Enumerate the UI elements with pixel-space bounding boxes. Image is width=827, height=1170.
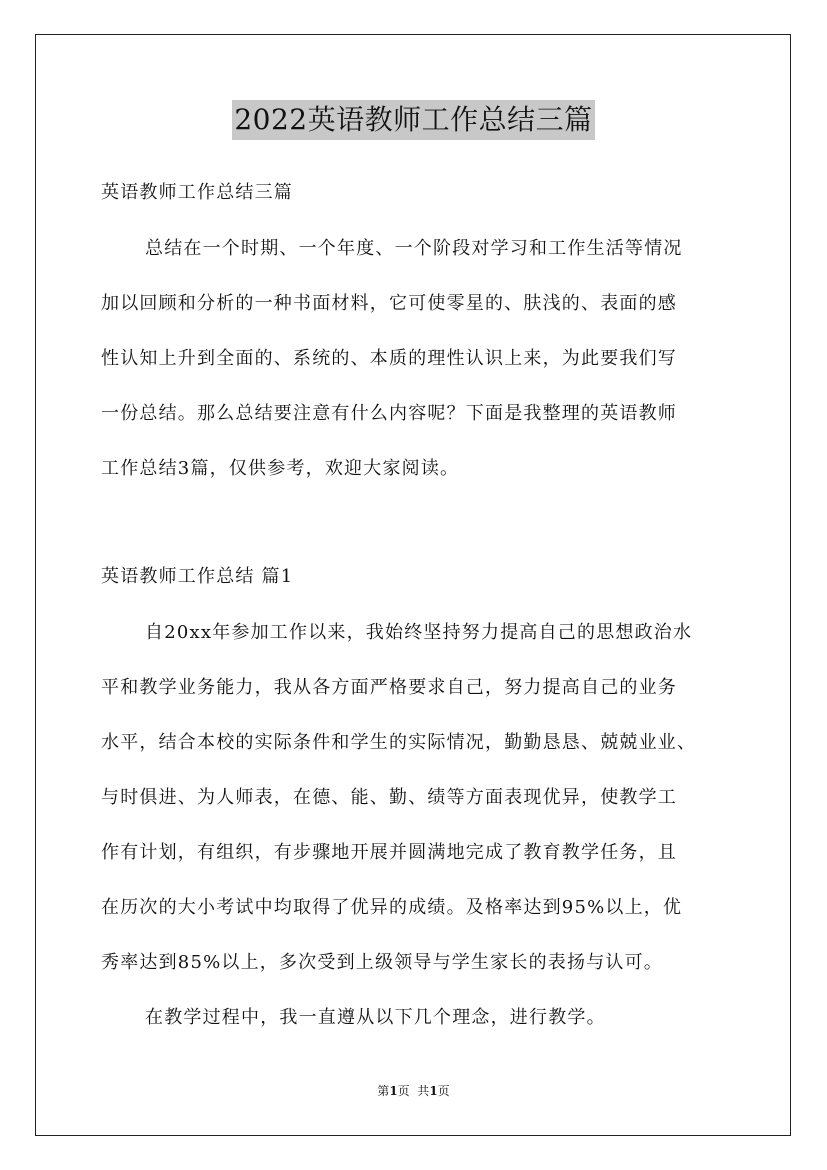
- footer-suffix: 页: [437, 1084, 450, 1098]
- paragraph-line: 自20xx年参加工作以来，我始终坚持努力提高自己的思想政治水: [145, 622, 693, 643]
- paragraph-line: 加以回顾和分析的一种书面材料，它可使零星的、肤浅的、表面的感: [101, 293, 677, 314]
- footer-prefix: 第: [377, 1084, 390, 1098]
- paragraph-line: 一份总结。那么总结要注意有什么内容呢？下面是我整理的英语教师: [101, 403, 677, 424]
- footer-mid: 页 共: [397, 1084, 430, 1098]
- section-heading-part1: 英语教师工作总结 篇1: [101, 566, 294, 587]
- paragraph-line: 平和教学业务能力，我从各方面严格要求自己，努力提高自己的业务: [101, 677, 677, 698]
- paragraph-line: 性认知上升到全面的、系统的、本质的理性认识上来，为此要我们写: [101, 348, 677, 369]
- document-title: 2022英语教师工作总结三篇: [232, 100, 594, 140]
- paragraph-line: 秀率达到85%以上，多次受到上级领导与学生家长的表扬与认可。: [101, 952, 664, 973]
- paragraph-line: 工作总结3篇，仅供参考，欢迎大家阅读。: [101, 458, 460, 479]
- paragraph-line: 与时俱进、为人师表，在德、能、勤、绩等方面表现优异，使教学工: [101, 787, 677, 808]
- section-heading-intro: 英语教师工作总结三篇: [101, 182, 293, 203]
- paragraph-line: 在教学过程中，我一直遵从以下几个理念，进行教学。: [145, 1007, 606, 1028]
- paragraph-line: 总结在一个时期、一个年度、一个阶段对学习和工作生活等情况: [145, 238, 683, 259]
- paragraph-line: 在历次的大小考试中均取得了优异的成绩。及格率达到95%以上，优: [101, 897, 683, 918]
- title-container: [0, 100, 827, 140]
- footer-page-number: 1: [389, 1084, 398, 1098]
- page-footer: [0, 1083, 827, 1099]
- footer-total-pages: 1: [429, 1084, 438, 1098]
- paragraph-line: 作有计划，有组织，有步骤地开展并圆满地完成了教育教学任务，且: [101, 842, 677, 863]
- paragraph-line: 水平，结合本校的实际条件和学生的实际情况，勤勤恳恳、兢兢业业、: [101, 732, 697, 753]
